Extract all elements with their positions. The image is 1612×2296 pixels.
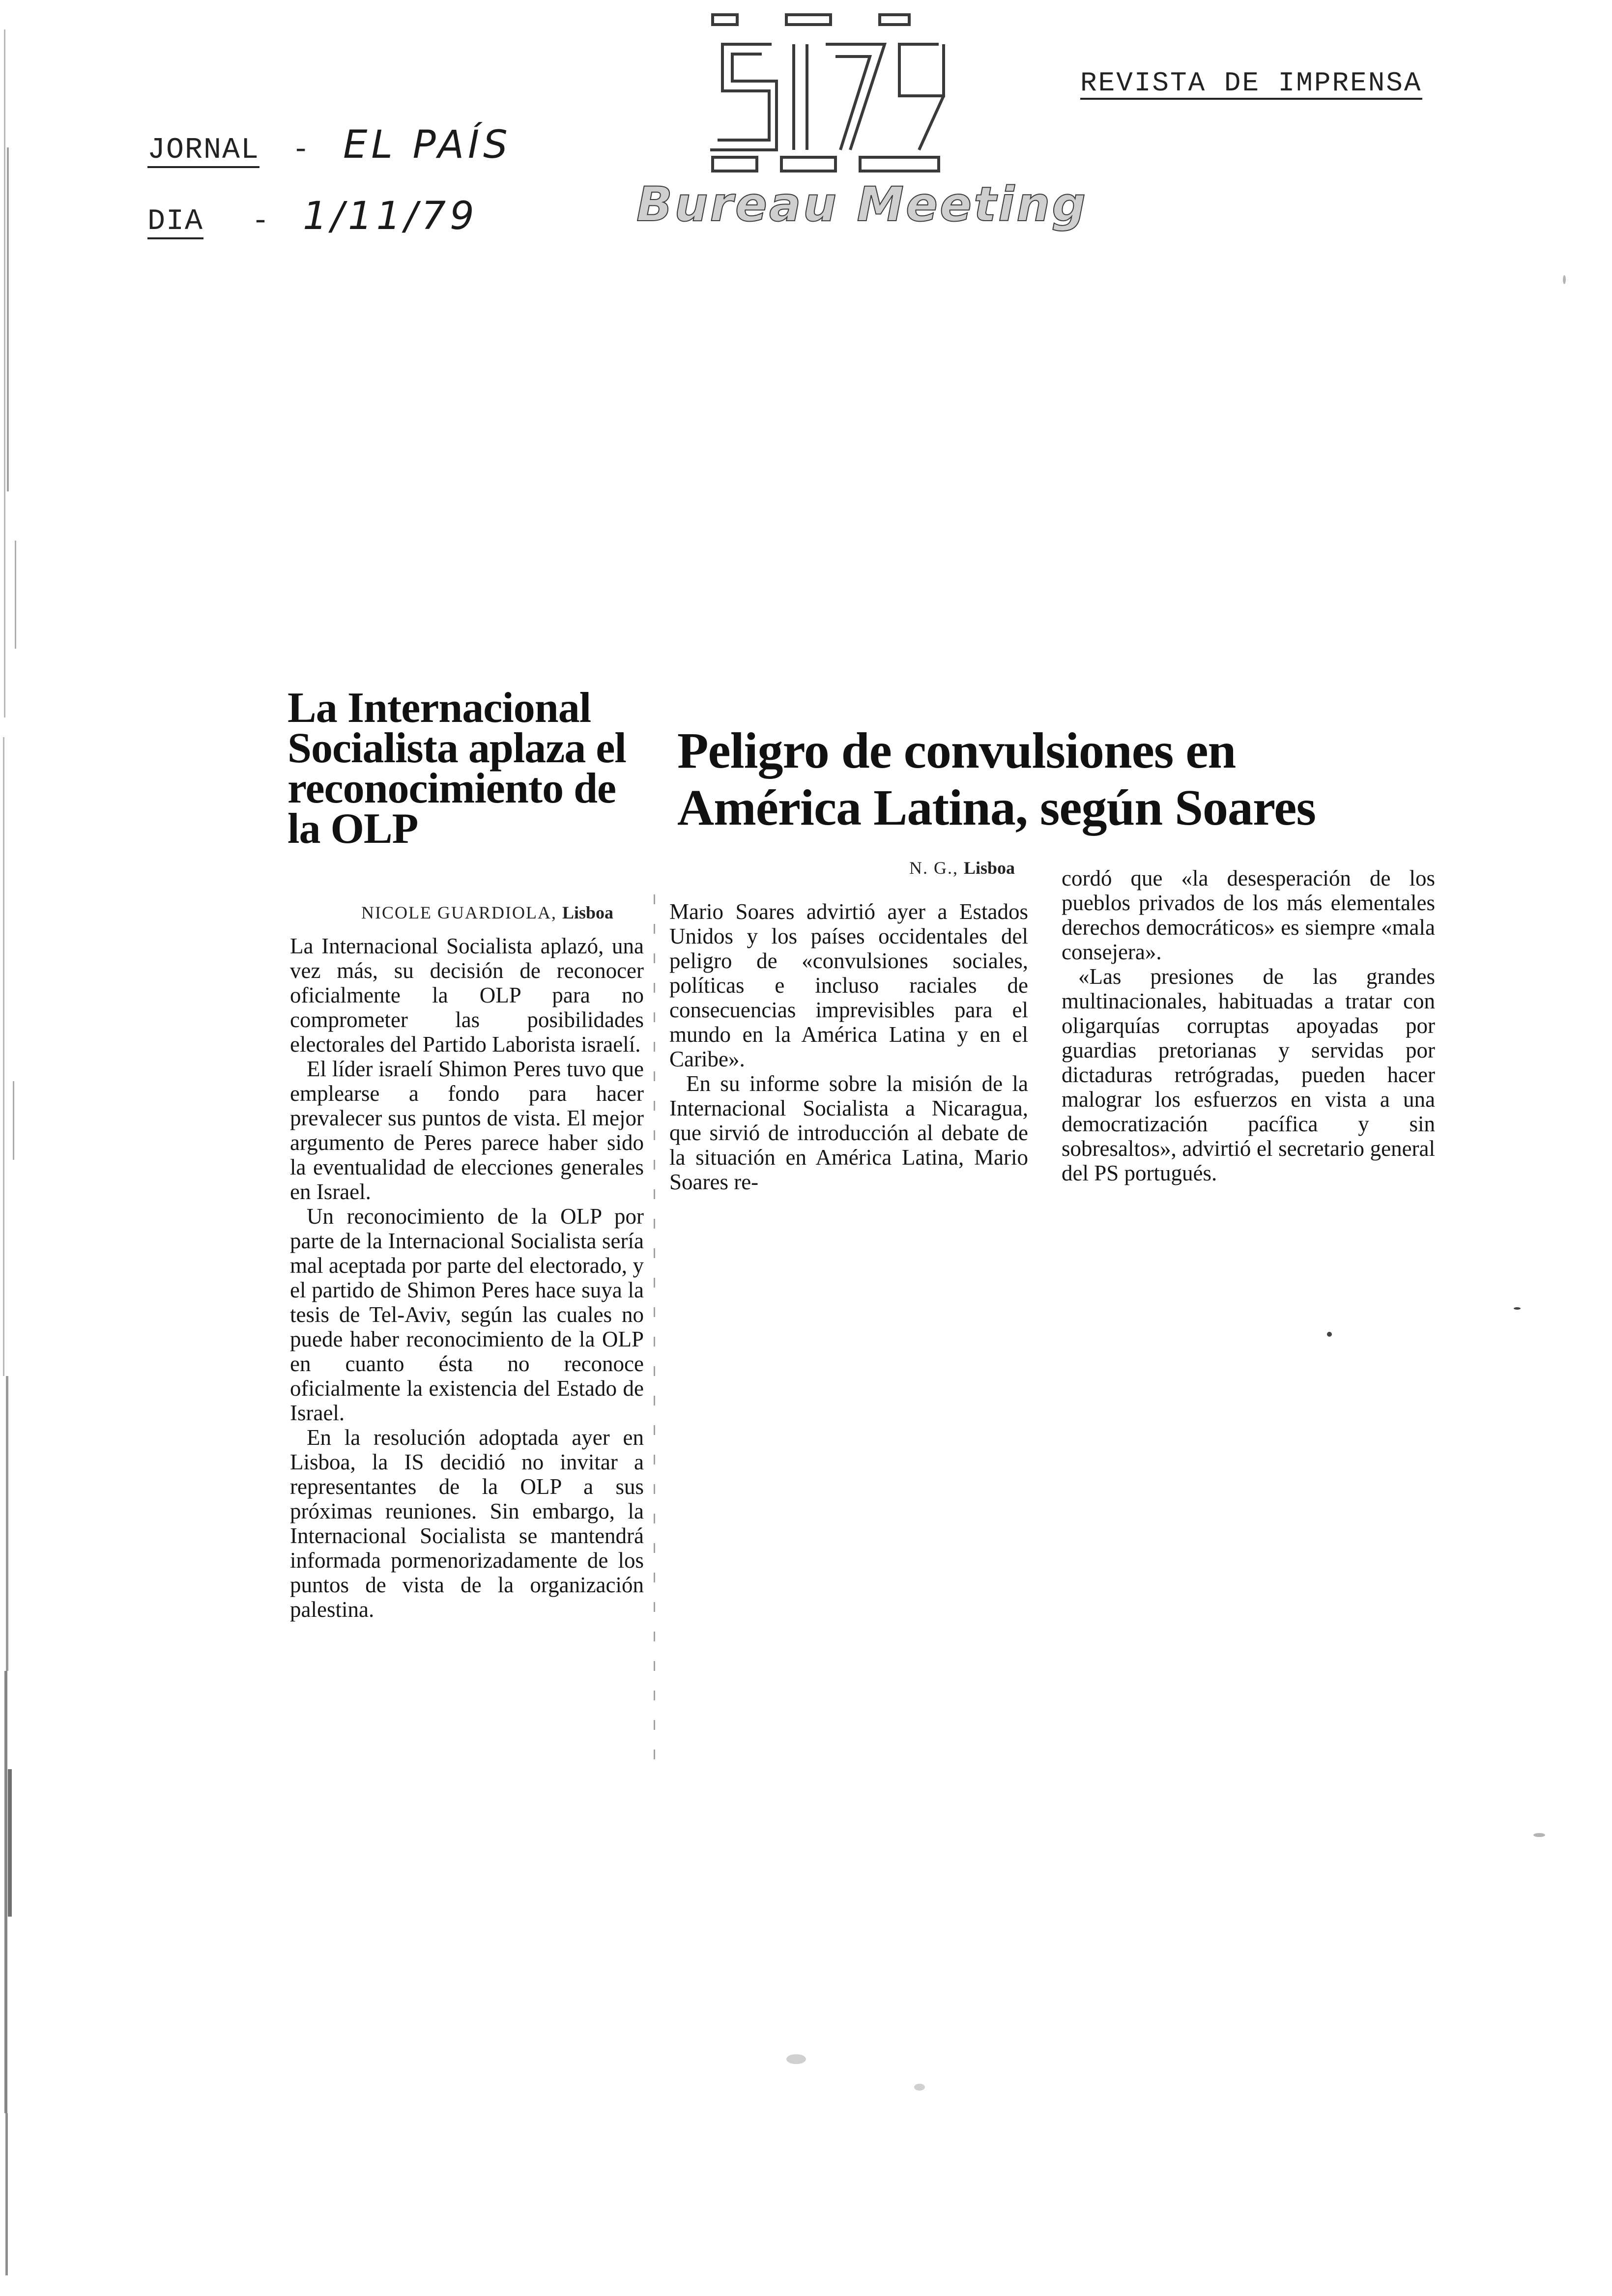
article2-body-col1 [669,899,1028,1194]
article2-byline-author: N. G., [909,858,958,878]
article2-byline-place: Lisboa [964,858,1015,878]
article2-paragraph: cordó que «la desesperación de los pueblos privados de los más elementales derechos democráticos» es siempre «mala consejera». [1062,866,1435,964]
scan-speck [914,2084,925,2091]
scan-edge-noise [0,0,34,2296]
dia-row [147,194,478,239]
stamp-caption: Bureau Meeting [636,177,1088,232]
jornal-handwritten: EL PAÍS [343,123,512,167]
dia-dash: - [252,205,271,238]
scan-speck [1514,1307,1521,1310]
article1-byline-author: NICOLE GUARDIOLA, [361,903,557,922]
article2-paragraph: Mario Soares advirtió ayer a Estados Unidos y los países occidentales del peligro de «convulsiones sociales, políticas e incluso raciales de consecuencias imprevisibles para el mundo en la América Latina y en el Caribe». [669,899,1028,1071]
scan-speck [1563,275,1566,284]
jornal-label: JORNAL [147,134,260,167]
article1-headline: La Internacional Socialista aplaza el reconocimiento de la OLP [288,684,626,853]
dia-label: DIA [147,205,204,238]
jornal-row [147,123,512,168]
column-separator [654,894,655,1759]
jornal-dash: - [292,134,311,167]
article1-paragraph: Un reconocimiento de la OLP por parte de la Internacional Socialista sería mal aceptada por parte del electorado, y el partido de Shimon Peres hace suya la tesis de Tel-Aviv, según las cuales no puede haber reconocimiento de la OLP en cuanto ésta no reconoce oficialmente la existencia del Estado de Israel. [290,1204,644,1425]
scan-speck [786,2054,806,2064]
article2-body-col2 [1062,866,1435,1185]
article1-paragraph: La Internacional Socialista aplazó, una vez más, su decisión de reconocer oficialmente la OLP para no comprometer las posibilidades electorales del Partido Laborista israelí. [290,934,644,1057]
article2-paragraph: En su informe sobre la misión de la Internacional Socialista a Nicaragua, que sirvió de introducción al debate de la situación en América Latina, Mario Soares re- [669,1071,1028,1194]
article1-body [290,934,644,1622]
article1-paragraph: El líder israelí Shimon Peres tuvo que emplearse a fondo para hacer prevalecer sus puntos de vista. El mejor argumento de Peres parece haber sido la eventualidad de elecciones generales en Israel. [290,1057,644,1204]
revista-de-imprensa: REVISTA DE IMPRENSA [1080,67,1422,99]
article2-paragraph: «Las presiones de las grandes multinacionales, habituadas a tratar con oligarquías corruptas apoyadas por guardias pretorianas y servidas por dictaduras retrógradas, pueden hacer malograr los esfuerzos en vista a una democratización pacífica y sin sobresaltos», advirtió el secretario general del PS portugués. [1062,964,1435,1185]
scan-speck [1533,1833,1545,1837]
article1-byline-place: Lisboa [562,903,614,922]
scan-speck [1327,1332,1332,1337]
article1-paragraph: En la resolución adoptada ayer en Lisboa, la IS decidió no invitar a representantes de la OLP a sus próximas reuniones. Sin embargo, la Internacional Socialista se mantendrá informada pormenorizadamente de los puntos de vista de la organización palestina. [290,1425,644,1622]
article1-byline [361,902,613,923]
article2-headline: Peligro de convulsiones en América Latina, según Soares [677,722,1316,836]
article2-byline [909,858,1015,878]
dia-handwritten: 1/11/79 [303,194,478,238]
